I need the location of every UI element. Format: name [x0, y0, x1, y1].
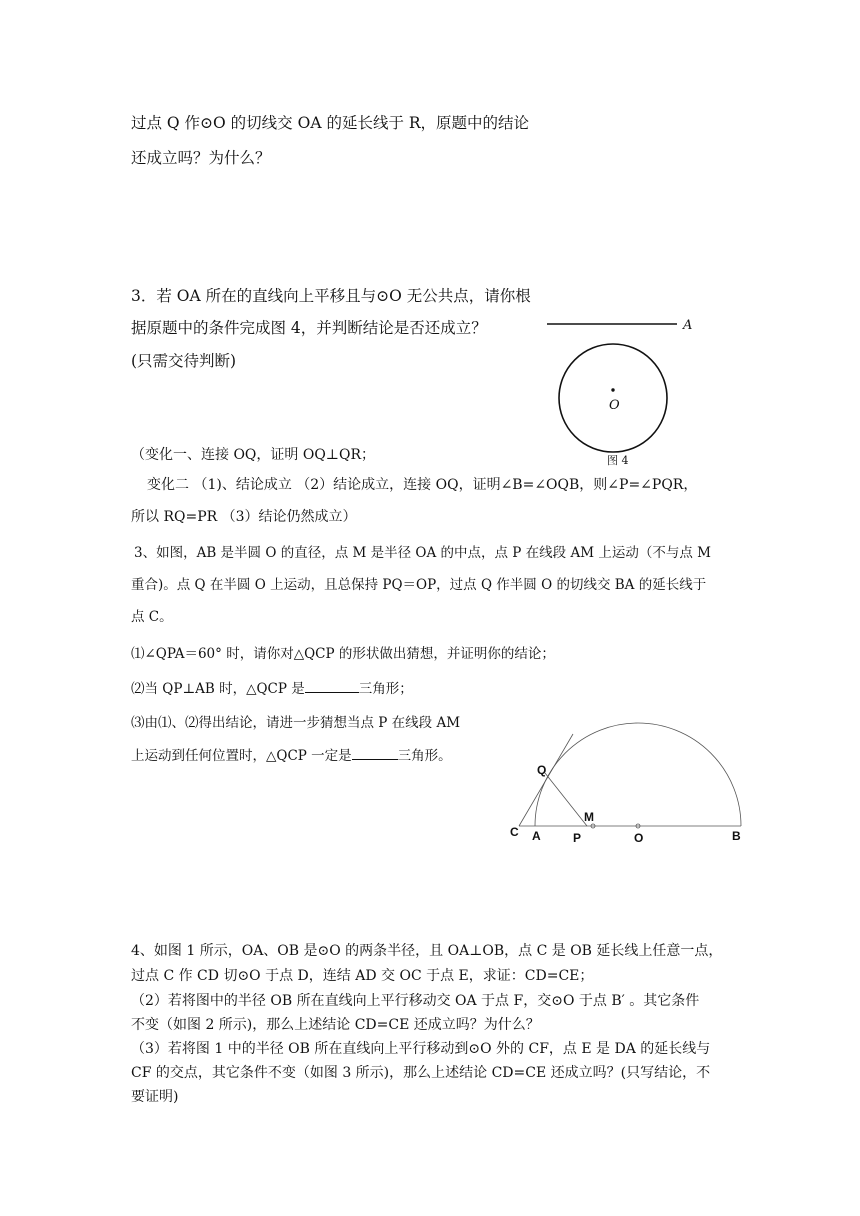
- segment-pq: [545, 773, 587, 826]
- label-o: O: [609, 398, 620, 413]
- question-3-line: 3．若 OA 所在的直线向上平移且与⊙O 无公共点，请你根: [131, 287, 531, 305]
- problem-3-sub3: ⑶由⑴、⑵得出结论，请进一步猜想当点 P 在线段 AM: [131, 715, 461, 731]
- label-c: C: [510, 825, 519, 839]
- problem-4-line: （2）若将图中的半径 OB 所在直线向上平行移动交 OA 于点 F，交⊙O 于点 B′ 。其它条件: [131, 993, 700, 1009]
- problem-3-sub3: [131, 744, 452, 764]
- problem-4-line: CF 的交点，其它条件不变（如图 3 所示)，那么上述结论 CD=CE 还成立吗？(只写结论，不: [131, 1065, 711, 1081]
- label-m: M: [584, 810, 594, 824]
- problem-3-line: 重合)。点 Q 在半圆 O 上运动，且总保持 PQ＝OP，过点 Q 作半圆 O 的切线交 BA 的延长线于: [131, 577, 707, 593]
- problem-3-line: 点 C。: [131, 609, 173, 625]
- text-line: 过点 Q 作⊙O 的切线交 OA 的延长线于 R，原题中的结论: [131, 114, 530, 132]
- label-q: Q: [537, 763, 547, 777]
- question-3-line: 据原题中的条件完成图 4，并判断结论是否还成立？: [131, 319, 487, 337]
- center-point: [611, 388, 614, 391]
- sub3-suffix: 三角形。: [397, 748, 452, 764]
- answer-line: 所以 RQ=PR （3）结论仍然成立）: [131, 509, 357, 525]
- sub3-prefix: 上运动到任何位置时，△QCP 一定是: [131, 748, 352, 764]
- sub2-prefix: ⑵当 QP⊥AB 时，△QCP 是: [131, 681, 305, 697]
- problem-4-line: 过点 C 作 CD 切⊙O 于点 D，连结 AD 交 OC 于点 E，求证：CD=CE；: [131, 968, 594, 984]
- problem-4-line: 不变（如图 2 所示)，那么上述结论 CD=CE 还成立吗？为什么？: [131, 1017, 540, 1033]
- problem-4-line: 4、如图 1 所示，OA、OB 是⊙O 的两条半径，且 OA⊥OB，点 C 是 OB 延长线上任意一点，: [131, 943, 723, 959]
- label-a: A: [683, 318, 693, 333]
- label-b: B: [732, 829, 741, 843]
- problem-3-sub2: [131, 677, 413, 697]
- sub2-suffix: 三角形；: [358, 681, 413, 697]
- answer-blank[interactable]: [352, 745, 398, 760]
- answer-line: （变化一、连接 OQ，证明 OQ⊥QR；: [131, 447, 375, 463]
- problem-4-line: （3）若将图 1 中的半径 OB 所在直线向上平行移动到⊙O 外的 CF，点 E 是 DA 的延长线与: [131, 1041, 711, 1057]
- figure-caption: 图 4: [607, 454, 629, 467]
- text-line: 还成立吗？为什么？: [131, 149, 271, 167]
- label-a: A: [532, 829, 541, 843]
- semicircle-figure: [505, 718, 765, 858]
- problem-4-line: 要证明): [131, 1089, 179, 1105]
- semicircle-arc: [535, 723, 741, 826]
- figure-4: [540, 312, 740, 472]
- tangent-line: [519, 734, 573, 826]
- answer-blank[interactable]: [305, 678, 359, 693]
- question-3-line: (只需交待判断): [131, 352, 237, 370]
- problem-3-line: 3、如图，AB 是半圆 O 的直径，点 M 是半径 OA 的中点，点 P 在线段 AM 上运动（不与点 M: [134, 545, 711, 561]
- problem-3-sub1: ⑴∠QPA＝60° 时，请你对△QCP 的形状做出猜想，并证明你的结论；: [131, 646, 555, 662]
- label-o: O: [634, 831, 644, 845]
- label-p: P: [573, 831, 582, 845]
- answer-line: 变化二 （1)、结论成立 （2）结论成立，连接 OQ，证明∠B=∠OQB，则∠P=∠PQR，: [147, 477, 698, 493]
